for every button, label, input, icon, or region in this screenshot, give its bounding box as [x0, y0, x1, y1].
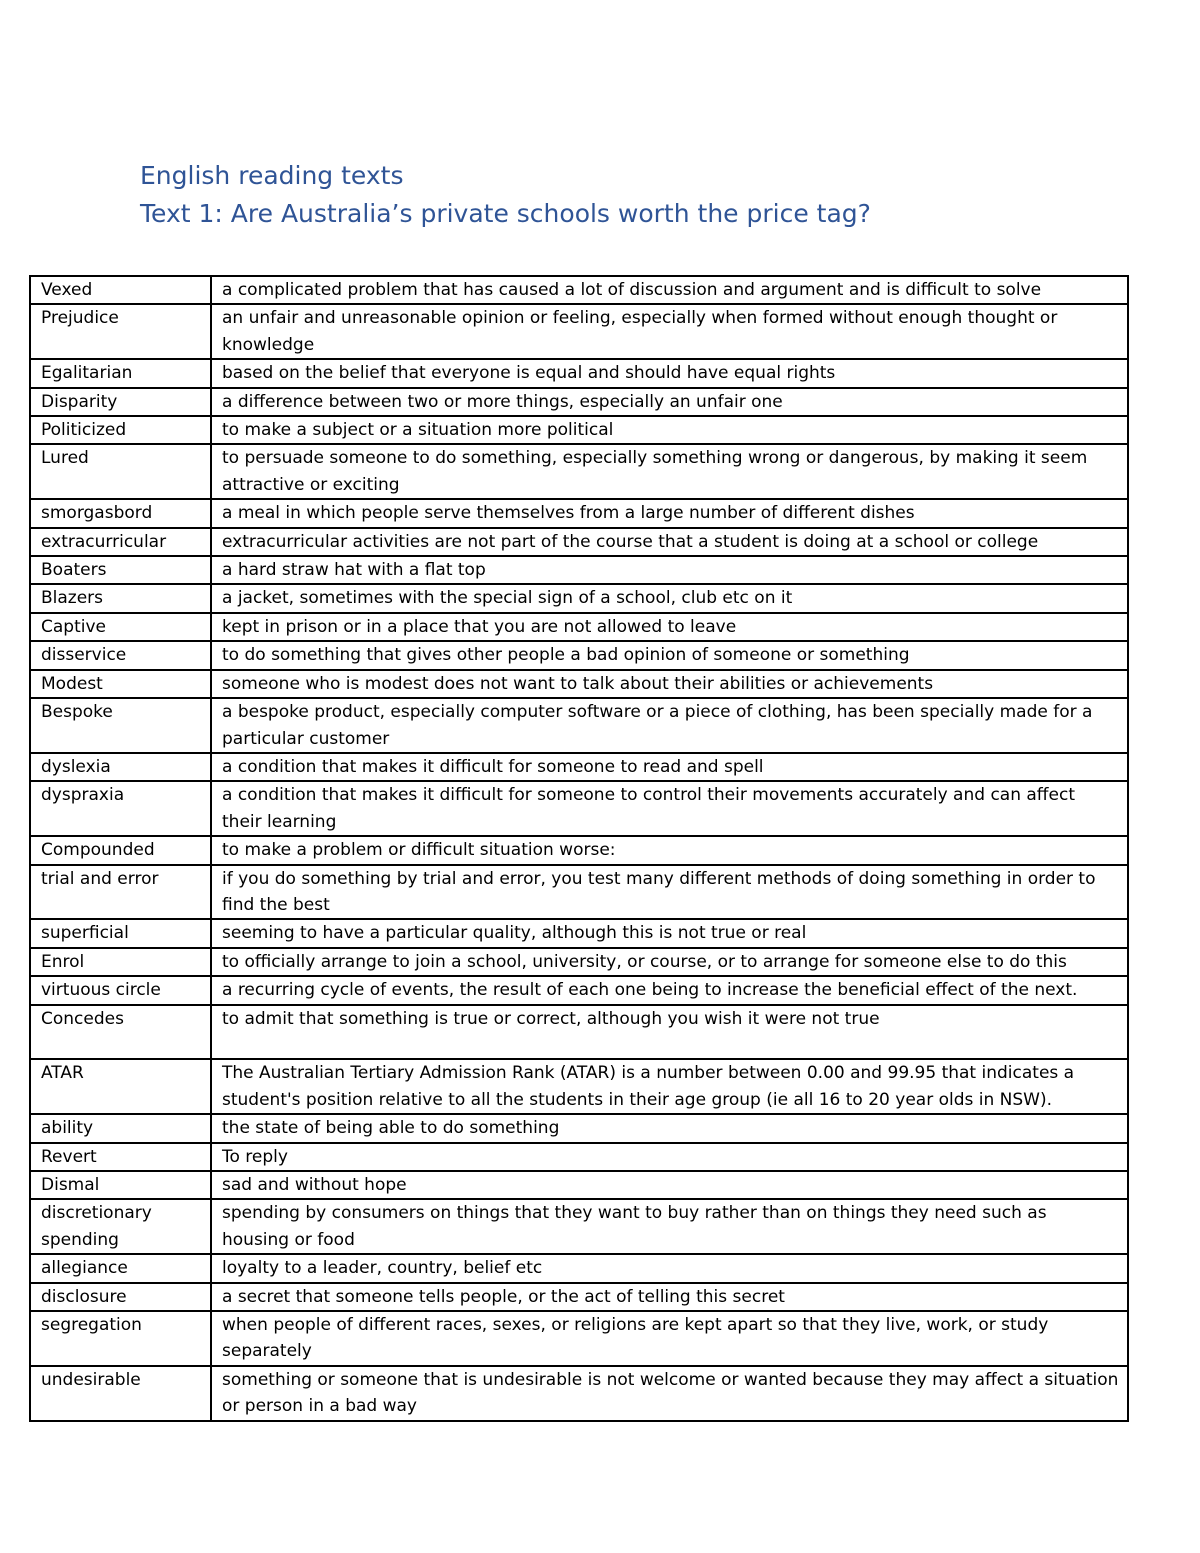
- term-cell: Enrol: [30, 948, 211, 976]
- definition-cell: a meal in which people serve themselves from a large number of different dishes: [211, 499, 1128, 527]
- term-cell: smorgasbord: [30, 499, 211, 527]
- table-row: [30, 1005, 1128, 1060]
- table-row: [30, 584, 1128, 612]
- table-row: [30, 948, 1128, 976]
- definition-cell: To reply: [211, 1143, 1128, 1171]
- definition-cell: loyalty to a leader, country, belief etc: [211, 1254, 1128, 1282]
- definition-cell: to make a subject or a situation more political: [211, 416, 1128, 444]
- table-row: [30, 1199, 1128, 1254]
- term-cell: superficial: [30, 919, 211, 947]
- term-cell: virtuous circle: [30, 976, 211, 1004]
- table-row: [30, 1114, 1128, 1142]
- vocabulary-table: [29, 275, 1129, 1422]
- table-row: [30, 1171, 1128, 1199]
- table-row: [30, 1254, 1128, 1282]
- term-cell: ATAR: [30, 1059, 211, 1114]
- table-row: [30, 1059, 1128, 1114]
- term-cell: segregation: [30, 1311, 211, 1366]
- term-cell: Blazers: [30, 584, 211, 612]
- definition-cell: a secret that someone tells people, or the act of telling this secret: [211, 1283, 1128, 1311]
- definition-cell: a condition that makes it difficult for someone to read and spell: [211, 753, 1128, 781]
- table-row: [30, 556, 1128, 584]
- definition-cell: a difference between two or more things, especially an unfair one: [211, 388, 1128, 416]
- definition-cell: a complicated problem that has caused a lot of discussion and argument and is difficult to solve: [211, 276, 1128, 304]
- table-row: [30, 641, 1128, 669]
- term-cell: Disparity: [30, 388, 211, 416]
- term-cell: Prejudice: [30, 304, 211, 359]
- term-cell: allegiance: [30, 1254, 211, 1282]
- definition-cell: a bespoke product, especially computer software or a piece of clothing, has been specially made for a particular customer: [211, 698, 1128, 753]
- definition-cell: something or someone that is undesirable is not welcome or wanted because they may affect a situation or person in a bad way: [211, 1366, 1128, 1421]
- table-row: [30, 1143, 1128, 1171]
- table-row: [30, 1311, 1128, 1366]
- table-row: [30, 698, 1128, 753]
- table-row: [30, 416, 1128, 444]
- definition-cell: to do something that gives other people a bad opinion of someone or something: [211, 641, 1128, 669]
- definition-cell: seeming to have a particular quality, although this is not true or real: [211, 919, 1128, 947]
- definition-cell: a hard straw hat with a flat top: [211, 556, 1128, 584]
- definition-cell: someone who is modest does not want to talk about their abilities or achievements: [211, 670, 1128, 698]
- term-cell: Egalitarian: [30, 359, 211, 387]
- definition-cell: kept in prison or in a place that you are not allowed to leave: [211, 613, 1128, 641]
- term-cell: Dismal: [30, 1171, 211, 1199]
- definition-cell: sad and without hope: [211, 1171, 1128, 1199]
- definition-cell: to officially arrange to join a school, university, or course, or to arrange for someone else to do this: [211, 948, 1128, 976]
- term-cell: undesirable: [30, 1366, 211, 1421]
- table-row: [30, 753, 1128, 781]
- term-cell: Boaters: [30, 556, 211, 584]
- term-cell: discretionary spending: [30, 1199, 211, 1254]
- definition-cell: based on the belief that everyone is equal and should have equal rights: [211, 359, 1128, 387]
- table-row: [30, 276, 1128, 304]
- term-cell: Bespoke: [30, 698, 211, 753]
- definition-cell: The Australian Tertiary Admission Rank (ATAR) is a number between 0.00 and 99.95 that indicates a student's position relative to all the students in their age group (ie all 16 to 20 year olds in NSW).: [211, 1059, 1128, 1114]
- term-cell: Concedes: [30, 1005, 211, 1060]
- table-row: [30, 444, 1128, 499]
- definition-cell: an unfair and unreasonable opinion or feeling, especially when formed without enough thought or knowledge: [211, 304, 1128, 359]
- table-row: [30, 499, 1128, 527]
- table-row: [30, 388, 1128, 416]
- term-cell: Modest: [30, 670, 211, 698]
- table-row: [30, 670, 1128, 698]
- term-cell: Captive: [30, 613, 211, 641]
- definition-cell: to admit that something is true or correct, although you wish it were not true: [211, 1005, 1128, 1060]
- definition-cell: to persuade someone to do something, especially something wrong or dangerous, by making it seem attractive or exciting: [211, 444, 1128, 499]
- table-row: [30, 359, 1128, 387]
- term-cell: Compounded: [30, 836, 211, 864]
- table-row: [30, 613, 1128, 641]
- term-cell: dyspraxia: [30, 781, 211, 836]
- term-cell: ability: [30, 1114, 211, 1142]
- table-row: [30, 528, 1128, 556]
- document-title: English reading texts: [140, 161, 404, 190]
- definition-cell: a condition that makes it difficult for someone to control their movements accurately and can affect their learning: [211, 781, 1128, 836]
- term-cell: trial and error: [30, 865, 211, 920]
- term-cell: disclosure: [30, 1283, 211, 1311]
- definition-cell: a recurring cycle of events, the result of each one being to increase the beneficial effect of the next.: [211, 976, 1128, 1004]
- table-row: [30, 865, 1128, 920]
- definition-cell: if you do something by trial and error, you test many different methods of doing something in order to find the best: [211, 865, 1128, 920]
- definition-cell: the state of being able to do something: [211, 1114, 1128, 1142]
- term-cell: extracurricular: [30, 528, 211, 556]
- document-subtitle: Text 1: Are Australia’s private schools worth the price tag?: [140, 199, 871, 228]
- definition-cell: extracurricular activities are not part of the course that a student is doing at a school or college: [211, 528, 1128, 556]
- definition-cell: a jacket, sometimes with the special sign of a school, club etc on it: [211, 584, 1128, 612]
- term-cell: Revert: [30, 1143, 211, 1171]
- term-cell: disservice: [30, 641, 211, 669]
- definition-cell: spending by consumers on things that they want to buy rather than on things they need such as housing or food: [211, 1199, 1128, 1254]
- term-cell: Vexed: [30, 276, 211, 304]
- term-cell: Lured: [30, 444, 211, 499]
- table-row: [30, 836, 1128, 864]
- table-row: [30, 919, 1128, 947]
- definition-cell: to make a problem or difficult situation worse:: [211, 836, 1128, 864]
- term-cell: Politicized: [30, 416, 211, 444]
- definition-cell: when people of different races, sexes, or religions are kept apart so that they live, work, or study separately: [211, 1311, 1128, 1366]
- table-row: [30, 1366, 1128, 1421]
- table-row: [30, 1283, 1128, 1311]
- vocabulary-table-body: [30, 276, 1128, 1421]
- table-row: [30, 976, 1128, 1004]
- table-row: [30, 304, 1128, 359]
- term-cell: dyslexia: [30, 753, 211, 781]
- table-row: [30, 781, 1128, 836]
